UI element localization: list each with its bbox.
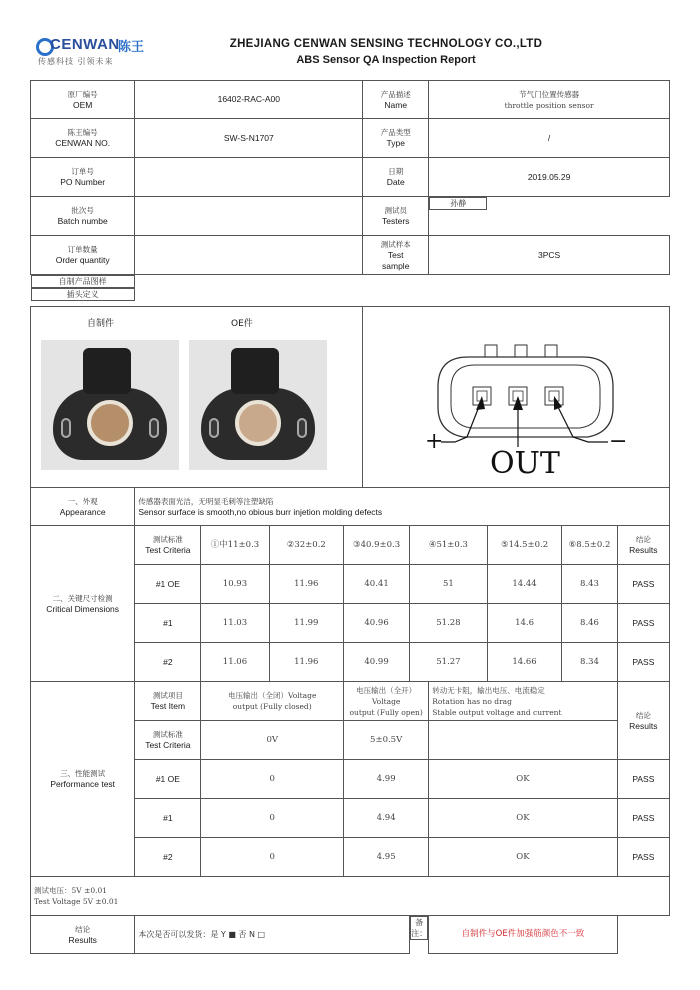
- name-value: 节气门位置传感器 throttle position sensor: [429, 81, 670, 119]
- company-logo: [36, 34, 166, 70]
- pin-definition-cell: [363, 307, 670, 488]
- performance-label: 三、性能测试 Performance test: [31, 682, 135, 877]
- photo2-label: OE件: [231, 319, 253, 329]
- perf-v1: 0: [201, 760, 344, 799]
- dim-row-label: #1: [135, 604, 201, 643]
- type-value: /: [429, 119, 670, 158]
- image-header-row: [31, 275, 670, 307]
- perf-v2: 4.94: [344, 799, 429, 838]
- perf-result: PASS: [617, 799, 669, 838]
- test-voltage-row: [31, 877, 670, 916]
- perf-criteria-label: 测试标准 Test Criteria: [135, 721, 201, 760]
- testers-label: 测试员 Testers: [363, 197, 429, 236]
- appearance-text: 传感器表面光洁，无明显毛刺等注塑缺陷 Sensor surface is smooth,no obious burr injetion molding defects: [135, 488, 670, 526]
- connector-diagram: [363, 307, 669, 487]
- po-label: 订单号 PO Number: [31, 158, 135, 197]
- dim-header-4: ④51±0.3: [410, 526, 488, 565]
- perf-col1-header: 电压输出（全闭）Voltage output (Fully closed): [201, 682, 344, 721]
- pin-out-label: OUT: [490, 446, 561, 481]
- name-label: 产品描述 Name: [363, 81, 429, 119]
- test-voltage-note: 测试电压：5V ±0.01 Test Voltage 5V ±0.01: [31, 877, 670, 916]
- pin-header: 插头定义: [31, 288, 135, 301]
- dim-row-label: #1 OE: [135, 565, 201, 604]
- dim-result: PASS: [617, 604, 669, 643]
- oem-value: 16402-RAC-A00: [135, 81, 363, 119]
- perf-col3-header: 转动无卡阻，输出电压、电流稳定 Rotation has no drag Stable output voltage and current: [429, 682, 617, 721]
- perf-row-label: #2: [135, 838, 201, 877]
- qty-value: [135, 236, 363, 275]
- perf-row-label: #1: [135, 799, 201, 838]
- oe-sensor-photo: [189, 340, 327, 470]
- dim-results-label: 结论 Results: [617, 526, 669, 565]
- dim-header-3: ③40.9±0.3: [344, 526, 410, 565]
- pin-minus-label: −: [609, 429, 628, 454]
- dim-value: 40.99: [344, 643, 410, 682]
- image-row: [31, 307, 670, 488]
- logo-cn: 陈王: [118, 40, 145, 55]
- perf-col2-header: 电压输出（全开）Voltage output (Fully open): [344, 682, 429, 721]
- testers-value: 孙静: [429, 197, 487, 210]
- perf-v2: 4.99: [344, 760, 429, 799]
- dim-value: 11.99: [269, 604, 344, 643]
- dim-value: 14.6: [487, 604, 562, 643]
- product-photos-cell: [31, 307, 363, 488]
- pin-definition-diagram: [363, 307, 669, 487]
- logo-text: CENWAN: [50, 36, 120, 53]
- product-photos: [31, 307, 362, 487]
- dim-value: 14.44: [487, 565, 562, 604]
- ship-question: 本次是否可以发货：是 Y ■ 否 N □: [135, 916, 410, 954]
- dim-value: 51.28: [410, 604, 488, 643]
- date-value: 2019.05.29: [429, 158, 670, 197]
- final-result-row: [31, 916, 670, 954]
- perf-result: PASS: [617, 838, 669, 877]
- dim-value: 8.34: [562, 643, 617, 682]
- photo1-label: 自制件: [87, 319, 115, 329]
- batch-value: [135, 197, 363, 236]
- perf-v3: OK: [429, 799, 617, 838]
- dim-value: 51: [410, 565, 488, 604]
- sample-label: 测试样本 Test sample: [363, 236, 429, 275]
- po-value: [135, 158, 363, 197]
- cenwan-label: 陈王编号 CENWAN NO.: [31, 119, 135, 158]
- perf-item-row: [31, 682, 670, 721]
- dim-value: 11.96: [269, 565, 344, 604]
- dim-row-label: #2: [135, 643, 201, 682]
- dim-value: 51.27: [410, 643, 488, 682]
- remarks-text: 自制件与OE件加强筋颜色不一致: [429, 916, 617, 954]
- report-header: [36, 34, 676, 74]
- dim-value: 40.96: [344, 604, 410, 643]
- final-label: 结论 Results: [31, 916, 135, 954]
- dim-value: 11.96: [269, 643, 344, 682]
- cenwan-value: SW-S-N1707: [135, 119, 363, 158]
- perf-result: PASS: [617, 760, 669, 799]
- dim-result: PASS: [617, 643, 669, 682]
- dim-value: 40.41: [344, 565, 410, 604]
- inspection-report-table: [30, 80, 670, 954]
- appearance-label: 一、外观 Appearance: [31, 488, 135, 526]
- perf-v1: 0: [201, 799, 344, 838]
- perf-item-label: 测试项目 Test Item: [135, 682, 201, 721]
- perf-results-label: 结论 Results: [617, 682, 669, 760]
- type-label: 产品类型 Type: [363, 119, 429, 158]
- info-row-cenwan: [31, 119, 670, 158]
- dim-criteria-label: 测试标准 Test Criteria: [135, 526, 201, 565]
- report-title: ABS Sensor QA Inspection Report: [296, 54, 476, 66]
- date-label: 日期 Date: [363, 158, 429, 197]
- dim-value: 11.03: [201, 604, 269, 643]
- photo-header: 自制产品图样: [31, 275, 135, 288]
- appearance-row: [31, 488, 670, 526]
- dim-value: 10.93: [201, 565, 269, 604]
- perf-v3: OK: [429, 838, 617, 877]
- info-row-qty: [31, 236, 670, 275]
- batch-label: 批次号 Batch numbe: [31, 197, 135, 236]
- sample-value: 3PCS: [429, 236, 670, 275]
- self-made-sensor-photo: [41, 340, 179, 470]
- dim-header-1: ①中11±0.3: [201, 526, 269, 565]
- dimensions-header-row: [31, 526, 670, 565]
- qty-label: 订单数量 Order quantity: [31, 236, 135, 275]
- perf-v1: 0: [201, 838, 344, 877]
- perf-crit2: 5±0.5V: [344, 721, 429, 760]
- dim-value: 11.06: [201, 643, 269, 682]
- perf-v2: 4.95: [344, 838, 429, 877]
- dim-header-6: ⑥8.5±0.2: [562, 526, 617, 565]
- perf-row-label: #1 OE: [135, 760, 201, 799]
- info-row-po: [31, 158, 670, 197]
- dim-result: PASS: [617, 565, 669, 604]
- dim-header-5: ⑤14.5±0.2: [487, 526, 562, 565]
- remarks-label: 备注：: [411, 918, 428, 938]
- info-row-batch: [31, 197, 670, 236]
- dim-value: 8.43: [562, 565, 617, 604]
- perf-crit3: [429, 721, 617, 760]
- perf-v3: OK: [429, 760, 617, 799]
- pin-plus-label: +: [425, 429, 444, 454]
- company-name: ZHEJIANG CENWAN SENSING TECHNOLOGY CO.,LTD: [229, 38, 543, 50]
- logo-slogan: 传感科技 引领未来: [38, 57, 114, 66]
- info-row-oem: [31, 81, 670, 119]
- dimensions-label: 二、关键尺寸检测 Critical Dimensions: [31, 526, 135, 682]
- dim-header-2: ②32±0.2: [269, 526, 344, 565]
- dim-value: 8.46: [562, 604, 617, 643]
- dim-value: 14.66: [487, 643, 562, 682]
- perf-crit1: 0V: [201, 721, 344, 760]
- oem-label: 原厂编号 OEM: [31, 81, 135, 119]
